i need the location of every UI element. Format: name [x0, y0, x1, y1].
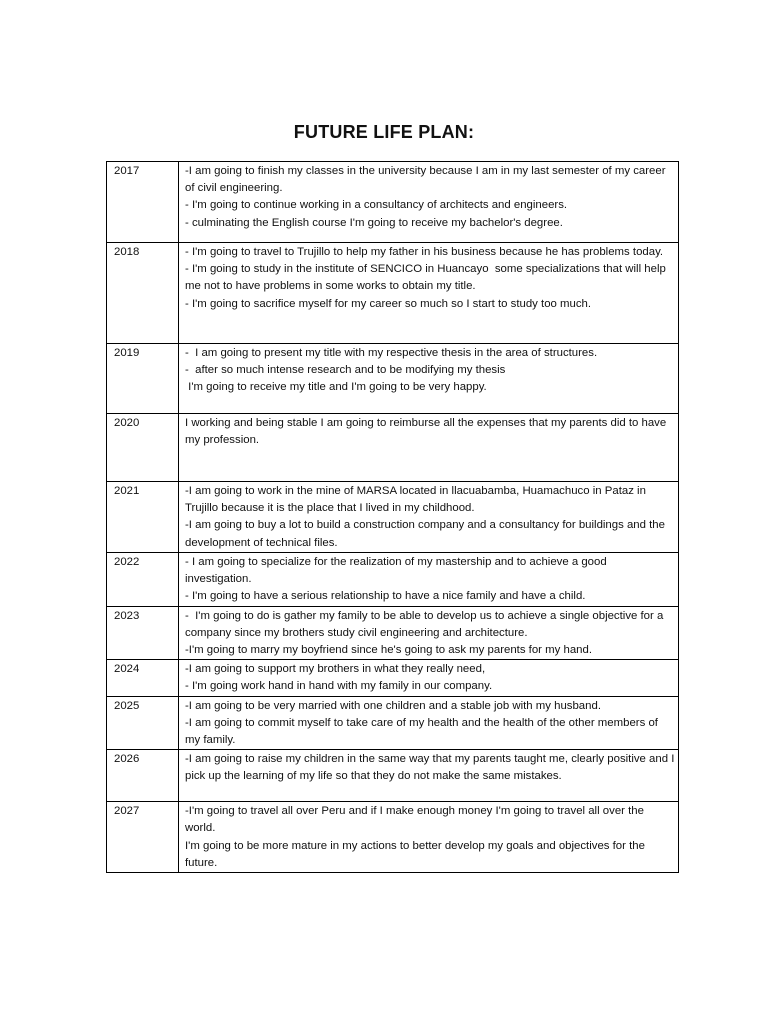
- plan-line: I working and being stable I am going to reimburse all the expenses that my parents did to have my profession.: [185, 417, 670, 447]
- plan-cell: [179, 414, 679, 482]
- table-row: [107, 344, 679, 414]
- plan-line: -I am going to raise my children in the same way that my parents taught me, clearly positive and I pick up the learning of my life so that they do not make the same mistakes.: [185, 753, 678, 783]
- plan-line: - I'm going to do is gather my family to be able to develop us to achieve a single objective for a company since my brothers study civil engineering and architecture.: [185, 609, 667, 639]
- plan-line: -I'm going to marry my boyfriend since he's going to ask my parents for my hand.: [185, 644, 592, 657]
- table-row: [107, 606, 679, 660]
- year-cell: 2026: [107, 750, 179, 802]
- plan-cell: [179, 750, 679, 802]
- table-row: [107, 660, 679, 696]
- table-row: [107, 482, 679, 553]
- plan-cell: [179, 660, 679, 696]
- table-row: [107, 414, 679, 482]
- plan-cell: [179, 802, 679, 873]
- plan-line: - after so much intense research and to be modifying my thesis: [185, 364, 506, 377]
- plan-line: - I'm going to study in the institute of SENCICO in Huancayo some specializations that will help me not to have problems in some works to obtain my title.: [185, 263, 669, 293]
- plan-line: - I am going to specialize for the realization of my mastership and to achieve a good investigation.: [185, 556, 610, 586]
- plan-line: - I'm going work hand in hand with my family in our company.: [185, 680, 493, 693]
- plan-cell: [179, 482, 679, 553]
- plan-line: -I am going to buy a lot to build a construction company and a consultancy for buildings and the development of technical files.: [185, 519, 669, 549]
- table-row: [107, 162, 679, 243]
- year-cell: 2022: [107, 553, 179, 607]
- plan-line: - I'm going to continue working in a consultancy of architects and engineers.: [185, 199, 568, 212]
- year-cell: 2025: [107, 696, 179, 750]
- plan-cell: [179, 243, 679, 344]
- table-row: [107, 696, 679, 750]
- plan-cell: [179, 162, 679, 243]
- table-row: [107, 553, 679, 607]
- plan-line: -I am going to finish my classes in the university because I am in my last semester of my career of civil engineering.: [185, 165, 669, 195]
- plan-cell: [179, 696, 679, 750]
- year-cell: 2018: [107, 243, 179, 344]
- table-row: [107, 243, 679, 344]
- year-cell: 2019: [107, 344, 179, 414]
- year-cell: 2020: [107, 414, 179, 482]
- plan-line: - I'm going to sacrifice myself for my career so much so I start to study too much.: [185, 297, 592, 310]
- table-row: [107, 802, 679, 873]
- plan-line: -I am going to work in the mine of MARSA located in llacuabamba, Huamachuco in Pataz in Trujillo because it is the place that I lived in my childhood.: [185, 485, 649, 515]
- plan-line: - culminating the English course I'm going to receive my bachelor's degree.: [185, 216, 563, 229]
- plan-line: -I'm going to travel all over Peru and if I make enough money I'm going to travel all over the world.: [185, 805, 648, 835]
- year-cell: 2017: [107, 162, 179, 243]
- table-row: [107, 750, 679, 802]
- plan-line: -I am going to support my brothers in what they really need,: [185, 663, 486, 676]
- plan-line: - I'm going to have a serious relationship to have a nice family and have a child.: [185, 590, 586, 603]
- plan-cell: [179, 553, 679, 607]
- life-plan-table: [106, 161, 679, 873]
- plan-line: -I am going to commit myself to take care of my health and the health of the other members of my family.: [185, 716, 662, 747]
- year-cell: 2024: [107, 660, 179, 696]
- year-cell: 2021: [107, 482, 179, 553]
- plan-line: I'm going to be more mature in my actions to better develop my goals and objectives for the future.: [185, 839, 649, 869]
- page-title: FUTURE LIFE PLAN:: [293, 122, 475, 142]
- plan-line: I'm going to receive my title and I'm going to be very happy.: [185, 381, 487, 394]
- plan-line: - I am going to present my title with my respective thesis in the area of structures.: [185, 347, 598, 359]
- plan-line: -I am going to be very married with one children and a stable job with my husband.: [185, 699, 601, 712]
- plan-cell: [179, 344, 679, 414]
- year-cell: 2027: [107, 802, 179, 873]
- plan-line: - I'm going to travel to Trujillo to help my father in his business because he has problems today.: [185, 246, 664, 258]
- year-cell: 2023: [107, 606, 179, 660]
- plan-cell: [179, 606, 679, 660]
